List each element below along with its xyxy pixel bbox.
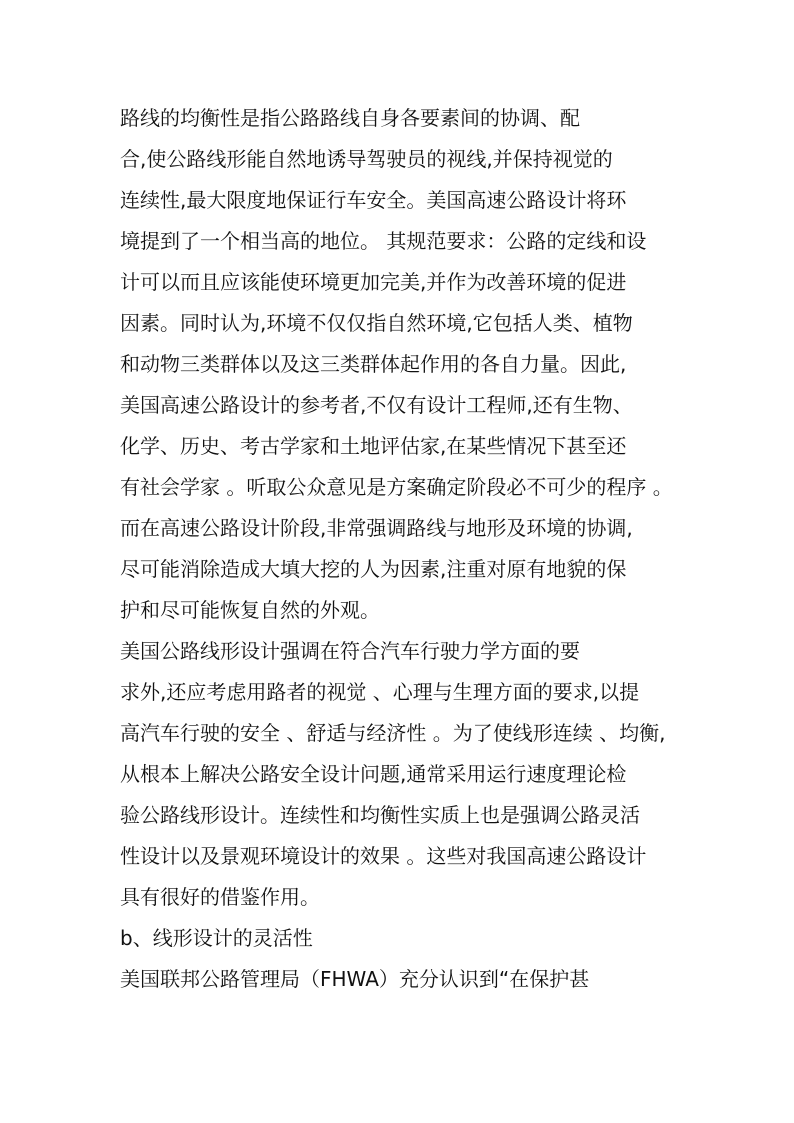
text-line: 验公路线形设计。连续性和均衡性实质上也是强调公路灵活 (120, 803, 640, 827)
text-line: 美国公路线形设计强调在符合汽车行驶力学方面的要 (120, 639, 580, 663)
text-line: 有社会学家 。听取公众意见是方案确定阶段必不可少的程序 。 (120, 475, 673, 499)
text-line: 美国高速公路设计的参考者,不仅有设计工程师,还有生物、 (120, 393, 633, 417)
text-line: 具有很好的借鉴作用。 (120, 885, 320, 909)
text-line: 化学、历史、考古学家和土地评估家,在某些情况下甚至还 (120, 434, 627, 458)
text-line: 护和尽可能恢复自然的外观。 (120, 598, 380, 622)
text-line: b、线形设计的灵活性 (120, 926, 313, 950)
text-line: 而在高速公路设计阶段,非常强调路线与地形及环境的协调, (120, 516, 633, 540)
text-line: 因素。同时认为,环境不仅仅指自然环境,它包括人类、植物 (120, 311, 633, 335)
text-line: 求外,还应考虑用路者的视觉 、心理与生理方面的要求,以提 (120, 680, 640, 704)
text-line: 美国联邦公路管理局（FHWA）充分认识到“在保护甚 (120, 967, 590, 991)
text-line: 从根本上解决公路安全设计问题,通常采用运行速度理论检 (120, 762, 627, 786)
text-line: 高汽车行驶的安全 、舒适与经济性 。为了使线形连续 、均衡, (120, 721, 666, 745)
text-line: 连续性,最大限度地保证行车安全。美国高速公路设计将环 (120, 188, 627, 212)
text-line: 尽可能消除造成大填大挖的人为因素,注重对原有地貌的保 (120, 557, 627, 581)
text-line: 境提到了一个相当高的地位。 其规范要求：公路的定线和设 (120, 229, 647, 253)
text-line: 计可以而且应该能使环境更加完美,并作为改善环境的促进 (120, 270, 627, 294)
text-line: 合,使公路线形能自然地诱导驾驶员的视线,并保持视觉的 (120, 147, 613, 171)
text-line: 和动物三类群体以及这三类群体起作用的各自力量。因此, (120, 352, 627, 376)
text-line: 性设计以及景观环境设计的效果 。这些对我国高速公路设计 (120, 844, 647, 868)
text-line: 路线的均衡性是指公路路线自身各要素间的协调、配 (120, 106, 580, 130)
